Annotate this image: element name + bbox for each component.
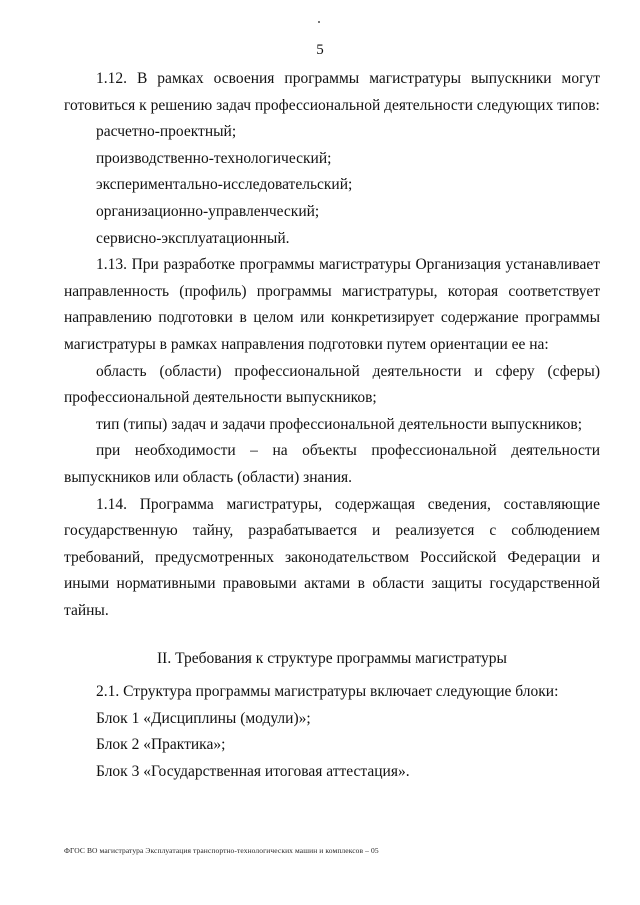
section-heading: II. Требования к структуре программы магистратуры (157, 650, 507, 667)
section-2-body (64, 646, 600, 673)
paragraph-1-14: 1.14. Программа магистратуры, содержащая сведения, составляющие государственную тайну, разрабатывается и реализуется с соблюдением требований, предусмотренных законодательством Российской Федерации и иными нормативными правовыми актами в области защиты государственной тайны. (64, 495, 600, 619)
activity-type-item: организационно-управленческий; (96, 202, 320, 220)
activity-type-item: производственно-технологический; (96, 149, 332, 167)
paragraph-1-13: 1.13. При разработке программы магистратуры Организация устанавливает направленность (профиль) программы магистратуры, которая соответствует направлению подготовки в целом или конкретизирует содержание программы магистратуры в рамках направления подготовки путем ориентации ее на: (64, 256, 600, 353)
block-item: Блок 3 «Государственная итоговая аттестация». (96, 762, 410, 780)
orientation-item: при необходимости – на объекты профессиональной деятельности выпускников или область (области) знания. (64, 442, 600, 486)
orientation-item: область (области) профессиональной деятельности и сферу (сферы) профессиональной деятельности выпускников; (64, 362, 600, 407)
section-2-content (64, 679, 600, 785)
orientation-item: тип (типы) задач и задачи профессиональной деятельности выпускников; (96, 415, 583, 433)
block-item: Блок 2 «Практика»; (96, 736, 226, 754)
paragraph-1-12: 1.12. В рамках освоения программы магистратуры выпускники могут готовиться к решению задач профессиональной деятельности следующих типов: (64, 70, 600, 114)
paragraph-2-1: 2.1. Структура программы магистратуры включает следующие блоки: (96, 683, 559, 700)
activity-type-item: экспериментально-исследовательский; (96, 176, 353, 194)
section-1-body (64, 66, 600, 624)
page-number: 5 (316, 42, 324, 58)
activity-type-item: расчетно-проектный; (96, 123, 237, 141)
scan-artifact (318, 21, 320, 23)
page-footer: ФГОС ВО магистратура Эксплуатация транспортно-технологических машин и комплексов – 05 (64, 846, 379, 855)
block-item: Блок 1 «Дисциплины (модули)»; (96, 709, 311, 727)
activity-type-item: сервисно-эксплуатационный. (96, 229, 290, 247)
